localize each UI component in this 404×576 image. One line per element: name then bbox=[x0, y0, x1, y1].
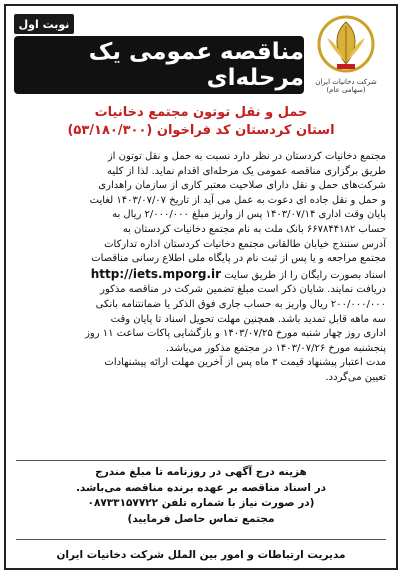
tender-subject bbox=[14, 104, 388, 140]
body-line: آدرس سنندج خیابان طالقانی مجتمع دخانیات کردستان اداره تدارکات bbox=[104, 238, 386, 250]
cost-note-phone: (در صورت نیاز با شماره تلفن ۰۸۷۳۳۱۵۷۷۲۲ bbox=[87, 497, 315, 509]
publisher-name: مدیریت ارتباطات و امور بین الملل شرکت دخانیات ایران bbox=[56, 549, 346, 561]
body-line: دریافت نمایند. شایان ذکر است مبلغ تضمین شرکت در مناقصه مذکور bbox=[100, 284, 386, 296]
body-line: سه ماهه قابل تمدید باشد. همچنین مهلت تحویل اسناد تا پایان وقت bbox=[110, 313, 386, 325]
body-line: مجتمع دخانیات کردستان در نظر دارد نسبت به حمل و نقل توتون از bbox=[107, 151, 386, 162]
body-line: پایان وقت اداری ۱۴۰۳/۰۷/۱۴ پس از واریز مبلغ ۲/۰۰۰/۰۰۰ ریال به bbox=[112, 209, 386, 221]
body-line: مجتمع مراجعه و یا پس از ثبت نام در پایگاه ملی اطلاع رسانی مناقصات bbox=[91, 253, 386, 265]
tender-subject-line2: استان کردستان کد فراخوان (۵۳/۱۸۰/۳۰۰) bbox=[67, 123, 335, 138]
tender-site-link[interactable]: http://iets.mporg.ir bbox=[90, 266, 222, 281]
body-line-with-url bbox=[16, 267, 386, 284]
tender-title: مناقصه عمومی یک مرحله‌ای bbox=[88, 39, 304, 91]
tender-body-text bbox=[16, 150, 386, 386]
body-line: ۲۰۰/۰۰۰/۰۰۰ ریال واریز به حساب جاری فوق الذکر یا ضمانتنامه بانکی bbox=[95, 298, 386, 310]
body-line: پنجشنبه مورخ ۱۴۰۳/۰۷/۲۶ در مجتمع مذکور می‌باشد. bbox=[165, 342, 386, 354]
advertisement-cost-note bbox=[16, 460, 386, 540]
body-line: اسناد بصورت رایگان را از طریق سایت bbox=[224, 269, 386, 281]
body-line: طریق برگزاری مناقصه عمومی یک مرحله‌ای اقدام نماید. لذا از کلیه bbox=[106, 165, 386, 177]
body-line: اداری روز چهار شنبه مورخ ۱۴۰۳/۰۷/۲۵ و بازگشایی پاکات ساعت ۱۱ روز bbox=[85, 328, 386, 340]
tender-subject-line1: حمل و نقل توتون مجتمع دخانیات bbox=[94, 105, 308, 120]
cost-note-line4: مجتمع تماس حاصل فرمایید) bbox=[127, 512, 275, 525]
cost-note-line2: در اسناد مناقصه بر عهده برنده مناقصه می‌باشد. bbox=[75, 481, 327, 494]
logo-caption: شرکت دخانیات ایران (سهامی عام) bbox=[315, 78, 377, 95]
body-line: مدت اعتبار پیشنهاد قیمت ۳ ماه پس از آخرین مهلت ارائه پیشنهادات bbox=[104, 357, 386, 369]
body-line: تعیین می‌گردد. bbox=[325, 371, 386, 383]
tender-notice bbox=[4, 4, 398, 570]
body-line: شرکت‌های حمل و نقل دارای صلاحیت معتبر کاری از سازمان راهداری bbox=[98, 180, 386, 192]
announcement-round-badge: نوبت اول bbox=[14, 14, 74, 34]
company-logo bbox=[304, 14, 388, 106]
body-line: حساب ۶۶۷۸۴۴۱۸۲ بانک ملت به نام مجتمع دخانیات کردستان به bbox=[122, 223, 386, 235]
tobacco-leaf-logo-icon bbox=[313, 14, 379, 76]
publisher-footer bbox=[16, 544, 386, 566]
tender-title-banner bbox=[14, 36, 304, 94]
cost-note-line1: هزینه درج آگهی در روزنامه تا مبلغ مندرج bbox=[95, 466, 307, 478]
body-line: و حمل و نقل جاده ای دعوت به عمل می آید از تاریخ ۱۴۰۳/۰۷/۰۷ لغایت bbox=[89, 194, 386, 206]
